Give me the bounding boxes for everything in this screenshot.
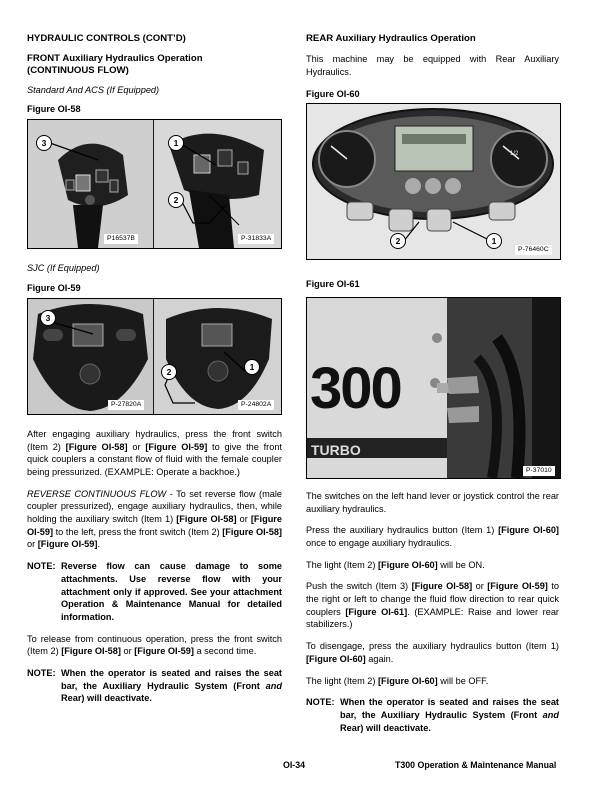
photo-code: P-37010 — [523, 466, 555, 476]
rear-aux-heading: REAR Auxiliary Hydraulics Operation — [306, 33, 476, 44]
note-seat-bar-rear: NOTE: When the operator is seated and raises the seat bar, the Auxiliary Hydraulic System (Front and Rear) will deactivate. — [306, 697, 559, 733]
callout-2: 2 — [161, 364, 177, 380]
paragraph-push-switch: Push the switch (Item 3) [Figure OI-58] or [Figure OI-59] to the right or left to change the fluid flow direction to rear quick couplers [Figure OI-61]. (EXAMPLE: Raise and lower rear stabilizers.) — [306, 581, 559, 630]
callout-1: 1 — [244, 359, 260, 375]
figure-60-label: Figure OI-60 — [306, 88, 360, 99]
note-reverse-flow: NOTE: Reverse flow can cause damage to some attachments. Use reverse flow with your attachment only if approved. See your attachment Operation & Maintenance Manual for detailed information. — [27, 561, 282, 622]
turbo-decal: TURBO — [311, 441, 361, 458]
figure-61-photo — [306, 297, 561, 479]
callout-1: 1 — [486, 233, 502, 249]
photo-code: P-31833A — [238, 234, 274, 244]
figure-60-photo — [306, 103, 561, 260]
paragraph-release: To release from continuous operation, press the front switch (Item 2) [Figure OI-58] or [Figure OI-59] a second time. — [27, 633, 282, 657]
paragraph-light-off: The light (Item 2) [Figure OI-60] will be OFF. — [306, 675, 489, 686]
photo-code: P16537B — [104, 234, 138, 244]
front-aux-heading: FRONT Auxiliary Hydraulics Operation (CONTINUOUS FLOW) — [27, 53, 203, 77]
paragraph-reverse-flow: REVERSE CONTINUOUS FLOW - To set reverse flow (male coupler pressurized), engage auxiliary hydraulics, then, while holding the auxiliary switch (Item 1) [Figure OI-58] or [Figure OI-59] to the left, press the front switch (Item 2) [Figure OI-58] or [Figure OI-59]. — [27, 488, 282, 550]
callout-2: 2 — [390, 233, 406, 249]
figure-59-label: Figure OI-59 — [27, 283, 81, 294]
paragraph-press-button: Press the auxiliary hydraulics button (Item 1) [Figure OI-60] once to engage auxiliary hydraulics. — [306, 525, 559, 549]
callout-1: 1 — [168, 135, 184, 151]
callout-3: 3 — [36, 135, 52, 151]
callout-3: 3 — [40, 310, 56, 326]
page-number: OI-34 — [283, 760, 306, 770]
section-heading: HYDRAULIC CONTROLS (CONT’D) — [27, 33, 186, 44]
note-seat-bar: NOTE: When the operator is seated and raises the seat bar, the Auxiliary Hydraulic System (Front and Rear) will deactivate. — [27, 667, 282, 704]
figure-59-photo — [27, 298, 282, 415]
photo-code: P-76460C — [515, 245, 552, 255]
standard-acs-label: Standard And ACS (If Equipped) — [27, 85, 160, 96]
right-column — [306, 32, 559, 743]
sjc-label: SJC (If Equipped) — [27, 262, 100, 273]
manual-title: T300 Operation & Maintenance Manual — [395, 760, 557, 770]
paragraph-front-switch: After engaging auxiliary hydraulics, press the front switch (Item 2) [Figure OI-58] or [Figure OI-59] to give the front quick couplers a constant flow of fluid with the female coupler being pressurized. (EXAMPLE: Operate a backhoe.) — [27, 428, 283, 478]
gauge-half-mark: 1/2 — [510, 151, 519, 158]
figure-58-photo — [27, 119, 282, 249]
figure-61-label: Figure OI-61 — [306, 279, 360, 290]
rear-intro: This machine may be equipped with Rear Auxiliary Hydraulics. — [306, 54, 559, 77]
callout-leaders — [28, 299, 281, 414]
paragraph-disengage: To disengage, press the auxiliary hydraulics button (Item 1) [Figure OI-60] again. — [306, 641, 559, 664]
photo-code: P-24802A — [238, 400, 274, 410]
photo-code: P-27820A — [108, 400, 144, 410]
left-column — [27, 32, 282, 714]
paragraph-light-on: The light (Item 2) [Figure OI-60] will be ON. — [306, 559, 485, 570]
callout-2: 2 — [168, 192, 184, 208]
paragraph-switches: The switches on the left hand lever or joystick control the rear auxiliary hydraulics. — [306, 490, 559, 514]
figure-58-label: Figure OI-58 — [27, 103, 81, 114]
model-decal: 300 — [310, 355, 401, 421]
instrument-panel — [307, 104, 560, 259]
callout-leaders — [28, 120, 281, 248]
